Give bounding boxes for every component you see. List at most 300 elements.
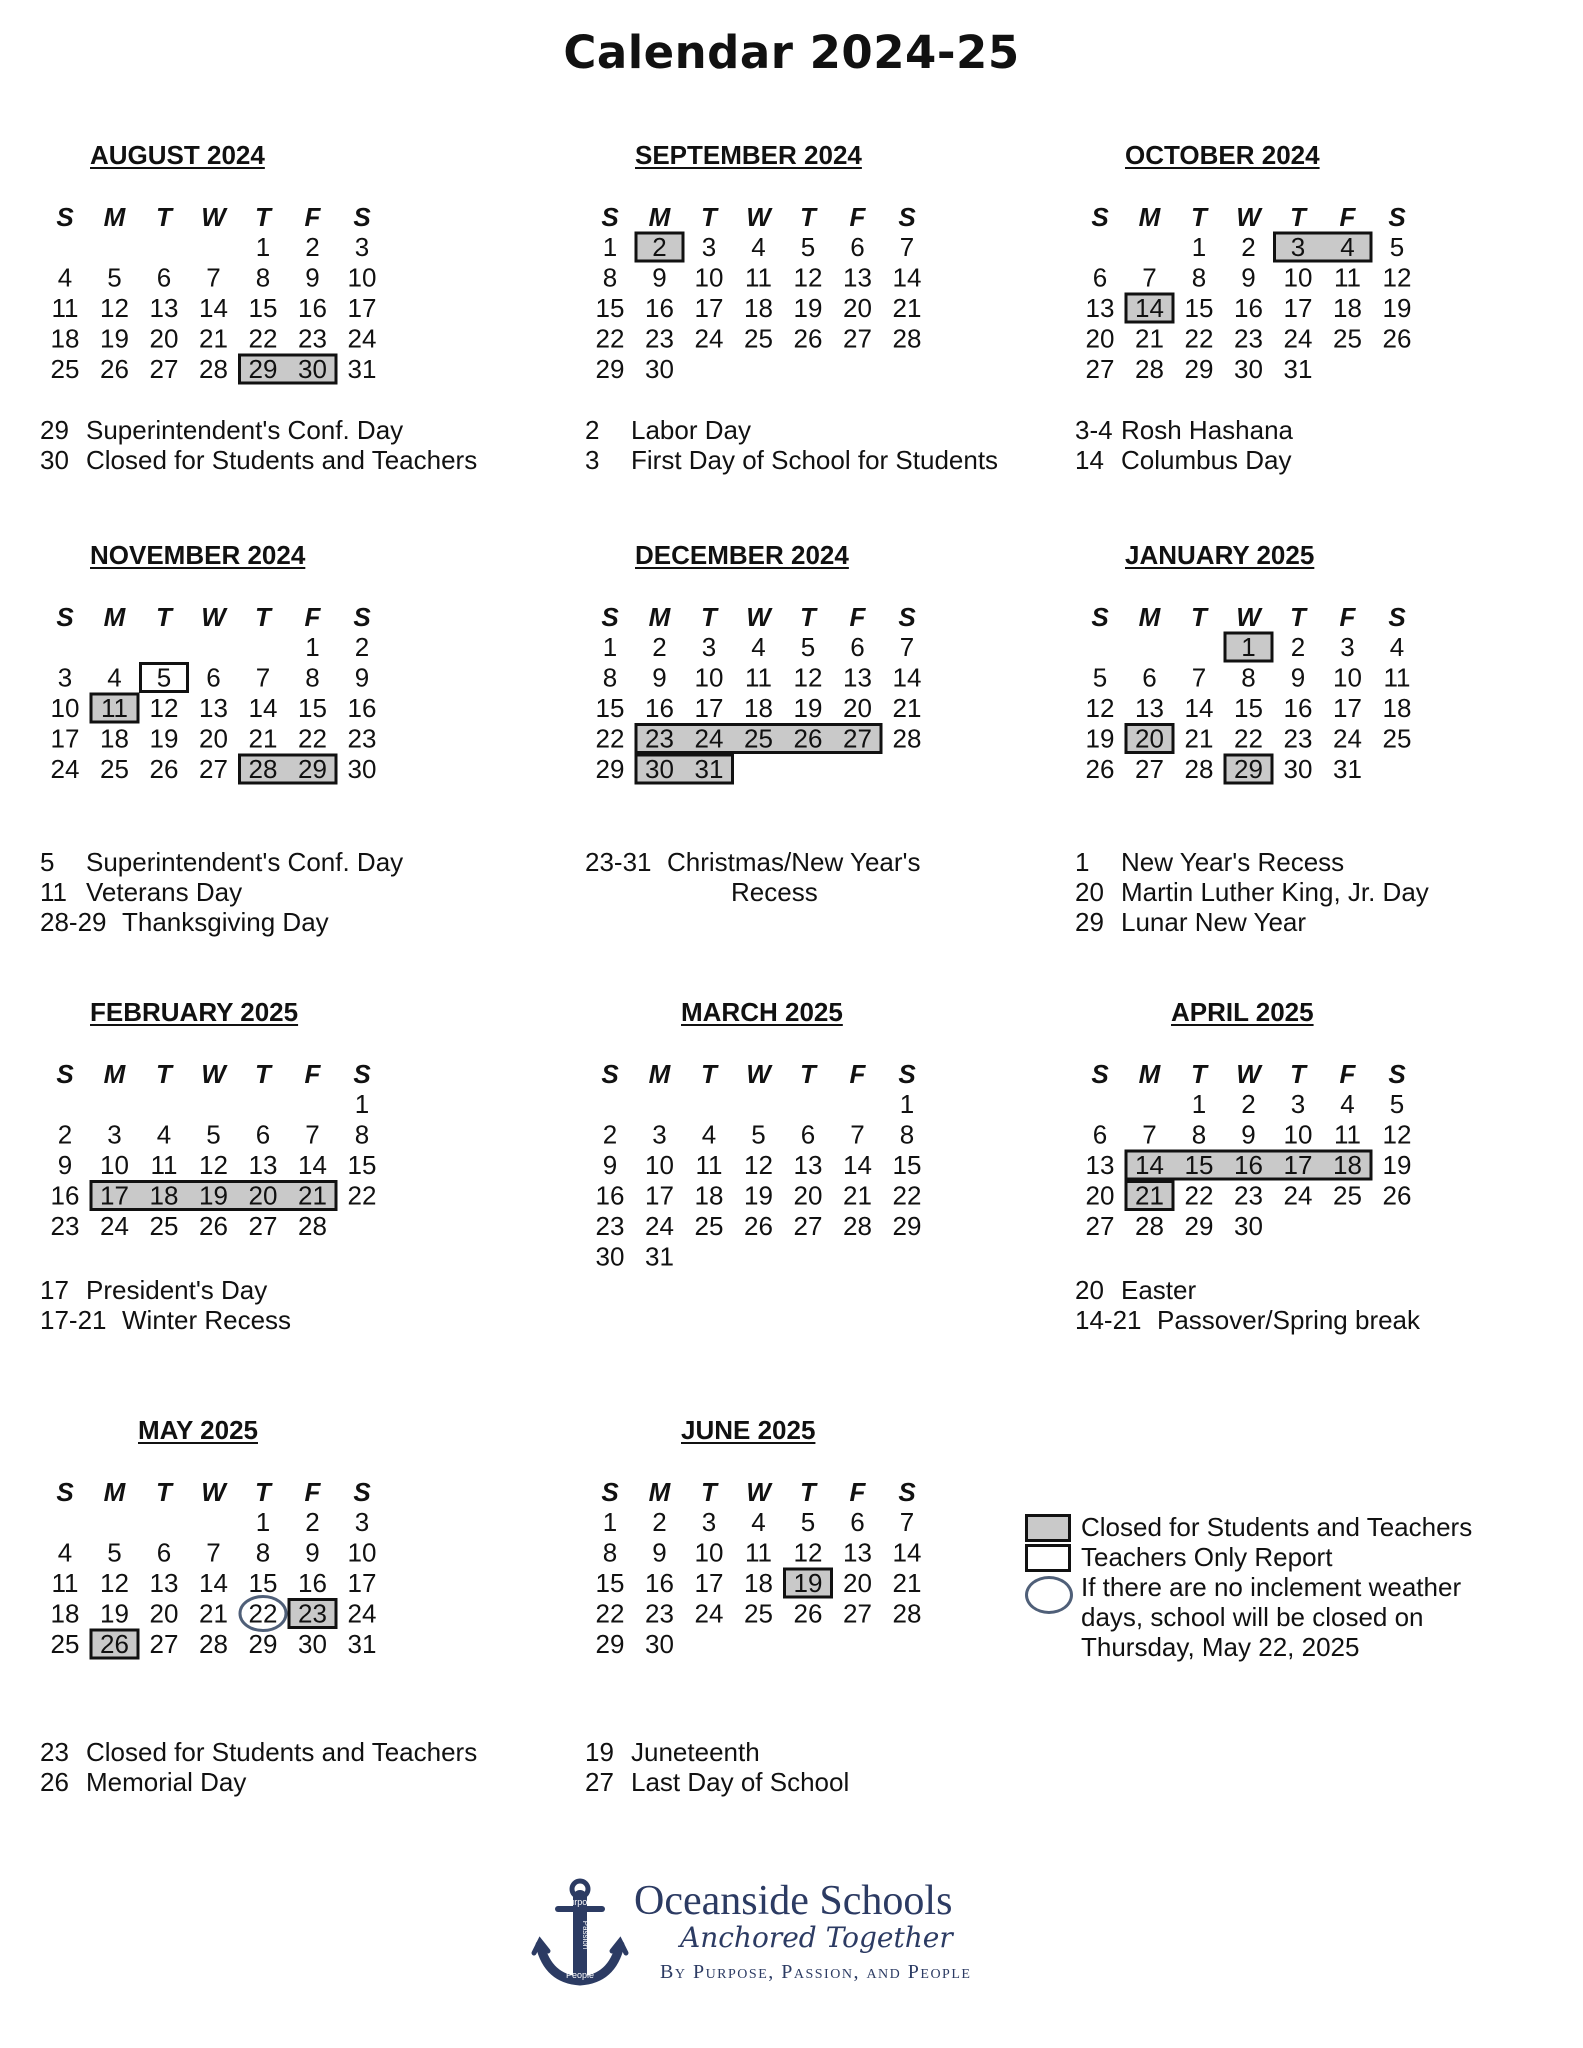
- day-number: 1: [602, 232, 618, 262]
- day-of-week-label: S: [898, 1477, 916, 1507]
- day-number: 26: [744, 1211, 773, 1241]
- day-number: 3: [701, 232, 717, 262]
- day-of-week-label: F: [1339, 1059, 1356, 1089]
- note-day: 1: [1075, 847, 1090, 877]
- day-number: 30: [1234, 354, 1263, 384]
- day-number: 21: [199, 1598, 228, 1629]
- day-number: 27: [843, 723, 872, 754]
- day-number: 4: [751, 232, 766, 262]
- day-number: 15: [595, 693, 625, 723]
- day-number: 19: [793, 1568, 823, 1598]
- legend-closed: [1025, 1512, 1545, 1542]
- day-number: 1: [1191, 232, 1207, 262]
- day-of-week-label: M: [103, 1477, 126, 1507]
- day-number: 7: [206, 262, 221, 293]
- day-number: 16: [298, 1568, 327, 1598]
- note-text: First Day of School for Students: [631, 445, 999, 475]
- day-number: 16: [298, 293, 327, 323]
- month-march-2025: [585, 997, 1145, 1457]
- day-number: 20: [248, 1180, 278, 1211]
- weather-circle-icon: [1025, 1576, 1073, 1614]
- school-tagline: Anchored Together: [680, 1921, 953, 1954]
- day-number: 7: [305, 1119, 320, 1150]
- day-number: 19: [744, 1180, 773, 1211]
- day-number: 27: [1135, 754, 1164, 784]
- day-of-week-label: M: [648, 1477, 671, 1507]
- day-number: 18: [744, 1568, 773, 1598]
- day-number: 23: [298, 1598, 327, 1629]
- note-row: [1075, 907, 1429, 937]
- note-day: 29: [40, 415, 69, 445]
- day-number: 19: [1085, 723, 1115, 754]
- day-number: 28: [1135, 1211, 1164, 1241]
- day-number: 4: [1340, 232, 1355, 262]
- day-number: 1: [602, 1507, 618, 1537]
- day-number: 22: [1184, 323, 1214, 354]
- day-number: 14: [199, 1568, 228, 1598]
- day-of-week-label: W: [1236, 602, 1261, 632]
- closed-day-box: [1275, 233, 1372, 261]
- note-text: Superintendent's Conf. Day: [86, 847, 404, 877]
- day-number: 30: [645, 754, 674, 784]
- day-number: 23: [645, 723, 674, 754]
- day-number: 23: [1234, 323, 1263, 354]
- day-number: 3: [107, 1119, 122, 1150]
- day-number: 5: [800, 232, 816, 262]
- day-number: 18: [149, 1180, 179, 1211]
- day-of-week-label: M: [1138, 602, 1161, 632]
- day-number: 26: [793, 323, 823, 354]
- month-notes: [40, 415, 477, 475]
- day-of-week-label: T: [1191, 1059, 1207, 1089]
- day-number: 6: [850, 232, 865, 262]
- day-number: 9: [1241, 1119, 1256, 1150]
- day-number: 28: [248, 754, 278, 784]
- day-number: 8: [354, 1119, 370, 1150]
- day-number: 16: [645, 693, 674, 723]
- day-number: 11: [1334, 262, 1361, 293]
- day-number: 7: [255, 662, 271, 693]
- day-number: 20: [843, 293, 872, 323]
- day-number: 10: [1333, 662, 1362, 693]
- note-text: Last Day of School: [631, 1767, 850, 1797]
- day-number: 15: [595, 293, 625, 323]
- day-of-week-label: S: [1091, 602, 1109, 632]
- day-number: 13: [199, 693, 228, 723]
- day-number: 12: [744, 1150, 773, 1180]
- day-number: 24: [100, 1211, 129, 1241]
- school-logo: [530, 1875, 1050, 1995]
- day-number: 13: [1085, 1150, 1115, 1180]
- day-of-week-label: S: [601, 602, 619, 632]
- day-number: 7: [1191, 662, 1207, 693]
- day-of-week-label: F: [304, 1477, 321, 1507]
- legend-weather: [1025, 1572, 1545, 1662]
- day-number: 6: [1092, 262, 1108, 293]
- day-number: 15: [1234, 693, 1263, 723]
- day-of-week-label: M: [648, 1059, 671, 1089]
- day-of-week-label: F: [1339, 602, 1356, 632]
- month-grid: [585, 540, 1005, 830]
- day-number: 18: [1333, 1150, 1362, 1180]
- day-number: 25: [50, 354, 80, 384]
- month-august-2024: [40, 140, 600, 600]
- day-number: 4: [751, 632, 766, 662]
- day-number: 9: [652, 262, 667, 293]
- day-number: 11: [695, 1150, 723, 1180]
- day-of-week-label: F: [849, 1059, 866, 1089]
- day-number: 12: [793, 262, 823, 293]
- note-row: [585, 445, 998, 475]
- legend-weather-line2: days, school will be closed on: [1081, 1602, 1424, 1632]
- day-number: 28: [843, 1211, 872, 1241]
- day-number: 31: [645, 1241, 674, 1272]
- day-number: 1: [255, 232, 271, 262]
- day-number: 25: [744, 723, 773, 754]
- day-number: 17: [694, 1568, 724, 1598]
- anchor-word-purpose: Purpose: [563, 1897, 597, 1907]
- month-title: MAY 2025: [138, 1415, 258, 1445]
- day-of-week-label: T: [255, 602, 271, 632]
- day-number: 11: [745, 262, 772, 293]
- day-number: 21: [298, 1180, 327, 1211]
- day-of-week-label: T: [1290, 602, 1306, 632]
- day-number: 8: [1191, 1119, 1207, 1150]
- day-number: 7: [1142, 1119, 1157, 1150]
- day-number: 16: [645, 1568, 674, 1598]
- month-grid: [585, 1415, 1005, 1705]
- note-row: [585, 415, 998, 445]
- day-of-week-label: S: [56, 1059, 74, 1089]
- day-of-week-label: S: [1091, 202, 1109, 232]
- note-day: 30: [40, 445, 69, 475]
- day-number: 28: [892, 323, 922, 354]
- note-text: Recess: [731, 877, 818, 907]
- note-day: 5: [40, 847, 55, 877]
- day-number: 10: [100, 1150, 129, 1180]
- day-number: 7: [850, 1119, 865, 1150]
- day-number: 13: [248, 1150, 278, 1180]
- day-of-week-label: S: [56, 202, 74, 232]
- note-day: 23-31: [585, 847, 652, 877]
- day-number: 23: [645, 1598, 674, 1629]
- note-row: [40, 1737, 477, 1767]
- day-number: 30: [645, 1629, 674, 1659]
- note-text: Thanksgiving Day: [122, 907, 329, 937]
- day-of-week-label: T: [156, 1059, 172, 1089]
- note-text: Easter: [1121, 1275, 1197, 1305]
- note-text: New Year's Recess: [1121, 847, 1345, 877]
- day-number: 2: [305, 1507, 320, 1537]
- day-of-week-label: T: [255, 202, 271, 232]
- day-number: 7: [1142, 262, 1157, 293]
- day-number: 24: [645, 1211, 674, 1241]
- note-row: [1075, 1275, 1420, 1305]
- day-number: 14: [892, 662, 922, 693]
- day-number: 18: [50, 1598, 80, 1629]
- day-number: 14: [1184, 693, 1214, 723]
- month-notes: [585, 847, 921, 907]
- day-number: 18: [694, 1180, 724, 1211]
- day-number: 3: [354, 1507, 370, 1537]
- day-of-week-label: S: [353, 202, 371, 232]
- month-october-2024: [1075, 140, 1583, 600]
- day-number: 29: [248, 354, 278, 384]
- day-number: 5: [1092, 662, 1108, 693]
- day-of-week-label: T: [800, 1477, 816, 1507]
- day-number: 6: [156, 1537, 172, 1568]
- day-number: 3: [1290, 232, 1306, 262]
- day-number: 19: [100, 1598, 129, 1629]
- day-of-week-label: S: [56, 1477, 74, 1507]
- day-number: 2: [652, 232, 667, 262]
- day-number: 25: [1382, 723, 1412, 754]
- day-number: 9: [602, 1150, 618, 1180]
- day-number: 21: [1135, 1180, 1164, 1211]
- month-september-2024: [585, 140, 1145, 600]
- day-number: 21: [843, 1180, 872, 1211]
- day-number: 2: [354, 632, 370, 662]
- note-text: Passover/Spring break: [1157, 1305, 1421, 1335]
- day-number: 5: [107, 1537, 122, 1568]
- day-of-week-label: T: [156, 202, 172, 232]
- day-of-week-label: M: [103, 1059, 126, 1089]
- day-number: 14: [1135, 293, 1164, 323]
- note-row: [40, 907, 403, 937]
- day-number: 3: [1290, 1089, 1306, 1119]
- note-day: 19: [585, 1737, 614, 1767]
- note-day: 23: [40, 1737, 69, 1767]
- day-number: 27: [248, 1211, 278, 1241]
- day-of-week-label: W: [201, 202, 226, 232]
- note-row: [40, 847, 403, 877]
- note-text: Christmas/New Year's: [667, 847, 921, 877]
- day-number: 29: [248, 1629, 278, 1659]
- day-number: 4: [701, 1119, 717, 1150]
- month-grid: [40, 997, 460, 1287]
- day-number: 28: [1135, 354, 1164, 384]
- day-number: 10: [347, 1537, 377, 1568]
- day-number: 17: [347, 1568, 377, 1598]
- day-number: 15: [298, 693, 327, 723]
- note-row: [1075, 445, 1293, 475]
- day-number: 8: [602, 1537, 618, 1568]
- day-number: 6: [1142, 662, 1157, 693]
- day-of-week-label: S: [1388, 602, 1406, 632]
- day-number: 1: [899, 1089, 915, 1119]
- note-text: Labor Day: [631, 415, 751, 445]
- school-name: Oceanside Schools: [634, 1878, 953, 1924]
- day-number: 1: [602, 632, 618, 662]
- day-number: 9: [354, 662, 370, 693]
- day-number: 24: [347, 1598, 377, 1629]
- day-number: 4: [57, 262, 73, 293]
- day-of-week-label: S: [898, 602, 916, 632]
- note-day: 20: [1075, 1275, 1104, 1305]
- note-text: Lunar New Year: [1121, 907, 1307, 937]
- day-number: 30: [1283, 754, 1313, 784]
- day-number: 22: [595, 1598, 625, 1629]
- day-number: 20: [199, 723, 228, 754]
- note-row: [1075, 415, 1293, 445]
- day-number: 23: [298, 323, 327, 354]
- day-number: 10: [1283, 262, 1313, 293]
- day-number: 26: [100, 1629, 129, 1659]
- day-of-week-label: S: [353, 1477, 371, 1507]
- day-number: 30: [298, 354, 327, 384]
- day-number: 26: [199, 1211, 228, 1241]
- day-number: 28: [199, 354, 228, 384]
- day-number: 9: [305, 1537, 320, 1568]
- note-row: [585, 877, 921, 907]
- day-number: 8: [255, 262, 271, 293]
- day-number: 19: [149, 723, 179, 754]
- day-number: 22: [298, 723, 327, 754]
- month-grid: [40, 540, 460, 830]
- day-number: 8: [1191, 262, 1207, 293]
- day-number: 5: [751, 1119, 766, 1150]
- day-number: 23: [1234, 1180, 1263, 1211]
- day-number: 18: [1382, 693, 1412, 723]
- note-text: Veterans Day: [86, 877, 243, 907]
- day-number: 14: [1135, 1150, 1164, 1180]
- day-number: 21: [892, 693, 922, 723]
- note-text: Winter Recess: [122, 1305, 292, 1335]
- day-number: 22: [1234, 723, 1263, 754]
- day-number: 11: [745, 1537, 772, 1568]
- day-number: 17: [100, 1180, 129, 1211]
- day-number: 20: [149, 323, 179, 354]
- day-number: 20: [843, 693, 872, 723]
- day-number: 2: [1290, 632, 1306, 662]
- day-number: 3: [354, 232, 370, 262]
- day-number: 26: [1382, 1180, 1412, 1211]
- day-number: 29: [595, 1629, 625, 1659]
- day-number: 16: [645, 293, 674, 323]
- day-number: 28: [892, 723, 922, 754]
- day-of-week-label: M: [648, 202, 671, 232]
- day-number: 2: [602, 1119, 618, 1150]
- note-text: Juneteenth: [631, 1737, 760, 1767]
- month-grid: [40, 140, 460, 430]
- day-number: 5: [206, 1119, 221, 1150]
- day-number: 13: [1085, 293, 1115, 323]
- day-number: 21: [892, 1568, 922, 1598]
- day-number: 5: [107, 262, 122, 293]
- day-number: 30: [347, 754, 377, 784]
- day-of-week-label: T: [156, 1477, 172, 1507]
- day-number: 27: [843, 323, 872, 354]
- day-number: 27: [1085, 1211, 1115, 1241]
- day-number: 13: [149, 293, 179, 323]
- day-number: 20: [793, 1180, 823, 1211]
- day-of-week-label: F: [304, 602, 321, 632]
- day-number: 16: [347, 693, 377, 723]
- day-number: 31: [347, 1629, 377, 1659]
- month-january-2025: [1075, 540, 1583, 1000]
- day-number: 27: [1085, 354, 1115, 384]
- note-text: Superintendent's Conf. Day: [86, 415, 404, 445]
- day-number: 17: [1333, 693, 1362, 723]
- note-text: Columbus Day: [1121, 445, 1292, 475]
- month-notes: [1075, 1275, 1420, 1335]
- day-number: 5: [156, 662, 172, 693]
- day-number: 13: [843, 1537, 872, 1568]
- note-day: 2: [585, 415, 600, 445]
- day-number: 15: [595, 1568, 625, 1598]
- day-of-week-label: F: [849, 202, 866, 232]
- day-number: 9: [305, 262, 320, 293]
- day-number: 23: [645, 323, 674, 354]
- day-number: 29: [1234, 754, 1263, 784]
- month-notes: [40, 847, 403, 937]
- day-number: 22: [595, 323, 625, 354]
- day-number: 5: [800, 632, 816, 662]
- month-grid: [1075, 540, 1495, 830]
- day-number: 16: [595, 1180, 625, 1211]
- day-of-week-label: T: [156, 602, 172, 632]
- day-number: 4: [156, 1119, 172, 1150]
- day-number: 30: [645, 354, 674, 384]
- legend-weather-line1: If there are no inclement weather: [1081, 1572, 1462, 1602]
- note-day: 29: [1075, 907, 1104, 937]
- note-row: [585, 1737, 849, 1767]
- day-number: 19: [100, 323, 129, 354]
- day-number: 2: [1241, 232, 1256, 262]
- day-number: 5: [800, 1507, 816, 1537]
- legend-closed-label: Closed for Students and Teachers: [1081, 1512, 1473, 1542]
- month-grid: [585, 140, 1005, 430]
- day-number: 6: [156, 262, 172, 293]
- day-of-week-label: S: [1388, 202, 1406, 232]
- note-row: [40, 1767, 477, 1797]
- day-of-week-label: S: [1091, 1059, 1109, 1089]
- day-of-week-label: S: [353, 1059, 371, 1089]
- note-day: 26: [40, 1767, 69, 1797]
- anchor-icon: [530, 1875, 630, 1995]
- note-row: [1075, 1305, 1420, 1335]
- day-of-week-label: W: [746, 202, 771, 232]
- day-number: 17: [50, 723, 80, 754]
- day-number: 21: [248, 723, 278, 754]
- day-of-week-label: M: [1138, 202, 1161, 232]
- day-number: 8: [602, 262, 618, 293]
- note-day: 17-21: [40, 1305, 107, 1335]
- day-number: 11: [150, 1150, 178, 1180]
- day-number: 14: [892, 1537, 922, 1568]
- day-number: 12: [149, 693, 179, 723]
- day-of-week-label: T: [701, 1059, 717, 1089]
- note-day: 3: [585, 445, 600, 475]
- day-number: 9: [652, 662, 667, 693]
- day-number: 12: [1085, 693, 1115, 723]
- day-number: 1: [1191, 1089, 1207, 1119]
- month-grid: [1075, 997, 1495, 1287]
- day-number: 16: [1234, 293, 1263, 323]
- day-number: 14: [843, 1150, 872, 1180]
- note-text: Closed for Students and Teachers: [86, 1737, 478, 1767]
- month-november-2024: [40, 540, 600, 1000]
- school-subline: By Purpose, Passion, and People: [660, 1961, 972, 1983]
- day-number: 31: [1283, 354, 1313, 384]
- month-notes: [40, 1275, 291, 1335]
- month-title: AUGUST 2024: [90, 140, 265, 170]
- day-number: 4: [107, 662, 122, 693]
- day-number: 26: [1382, 323, 1412, 354]
- legend-weather-line3: Thursday, May 22, 2025: [1081, 1632, 1360, 1662]
- day-of-week-label: T: [701, 1477, 717, 1507]
- month-notes: [585, 415, 998, 475]
